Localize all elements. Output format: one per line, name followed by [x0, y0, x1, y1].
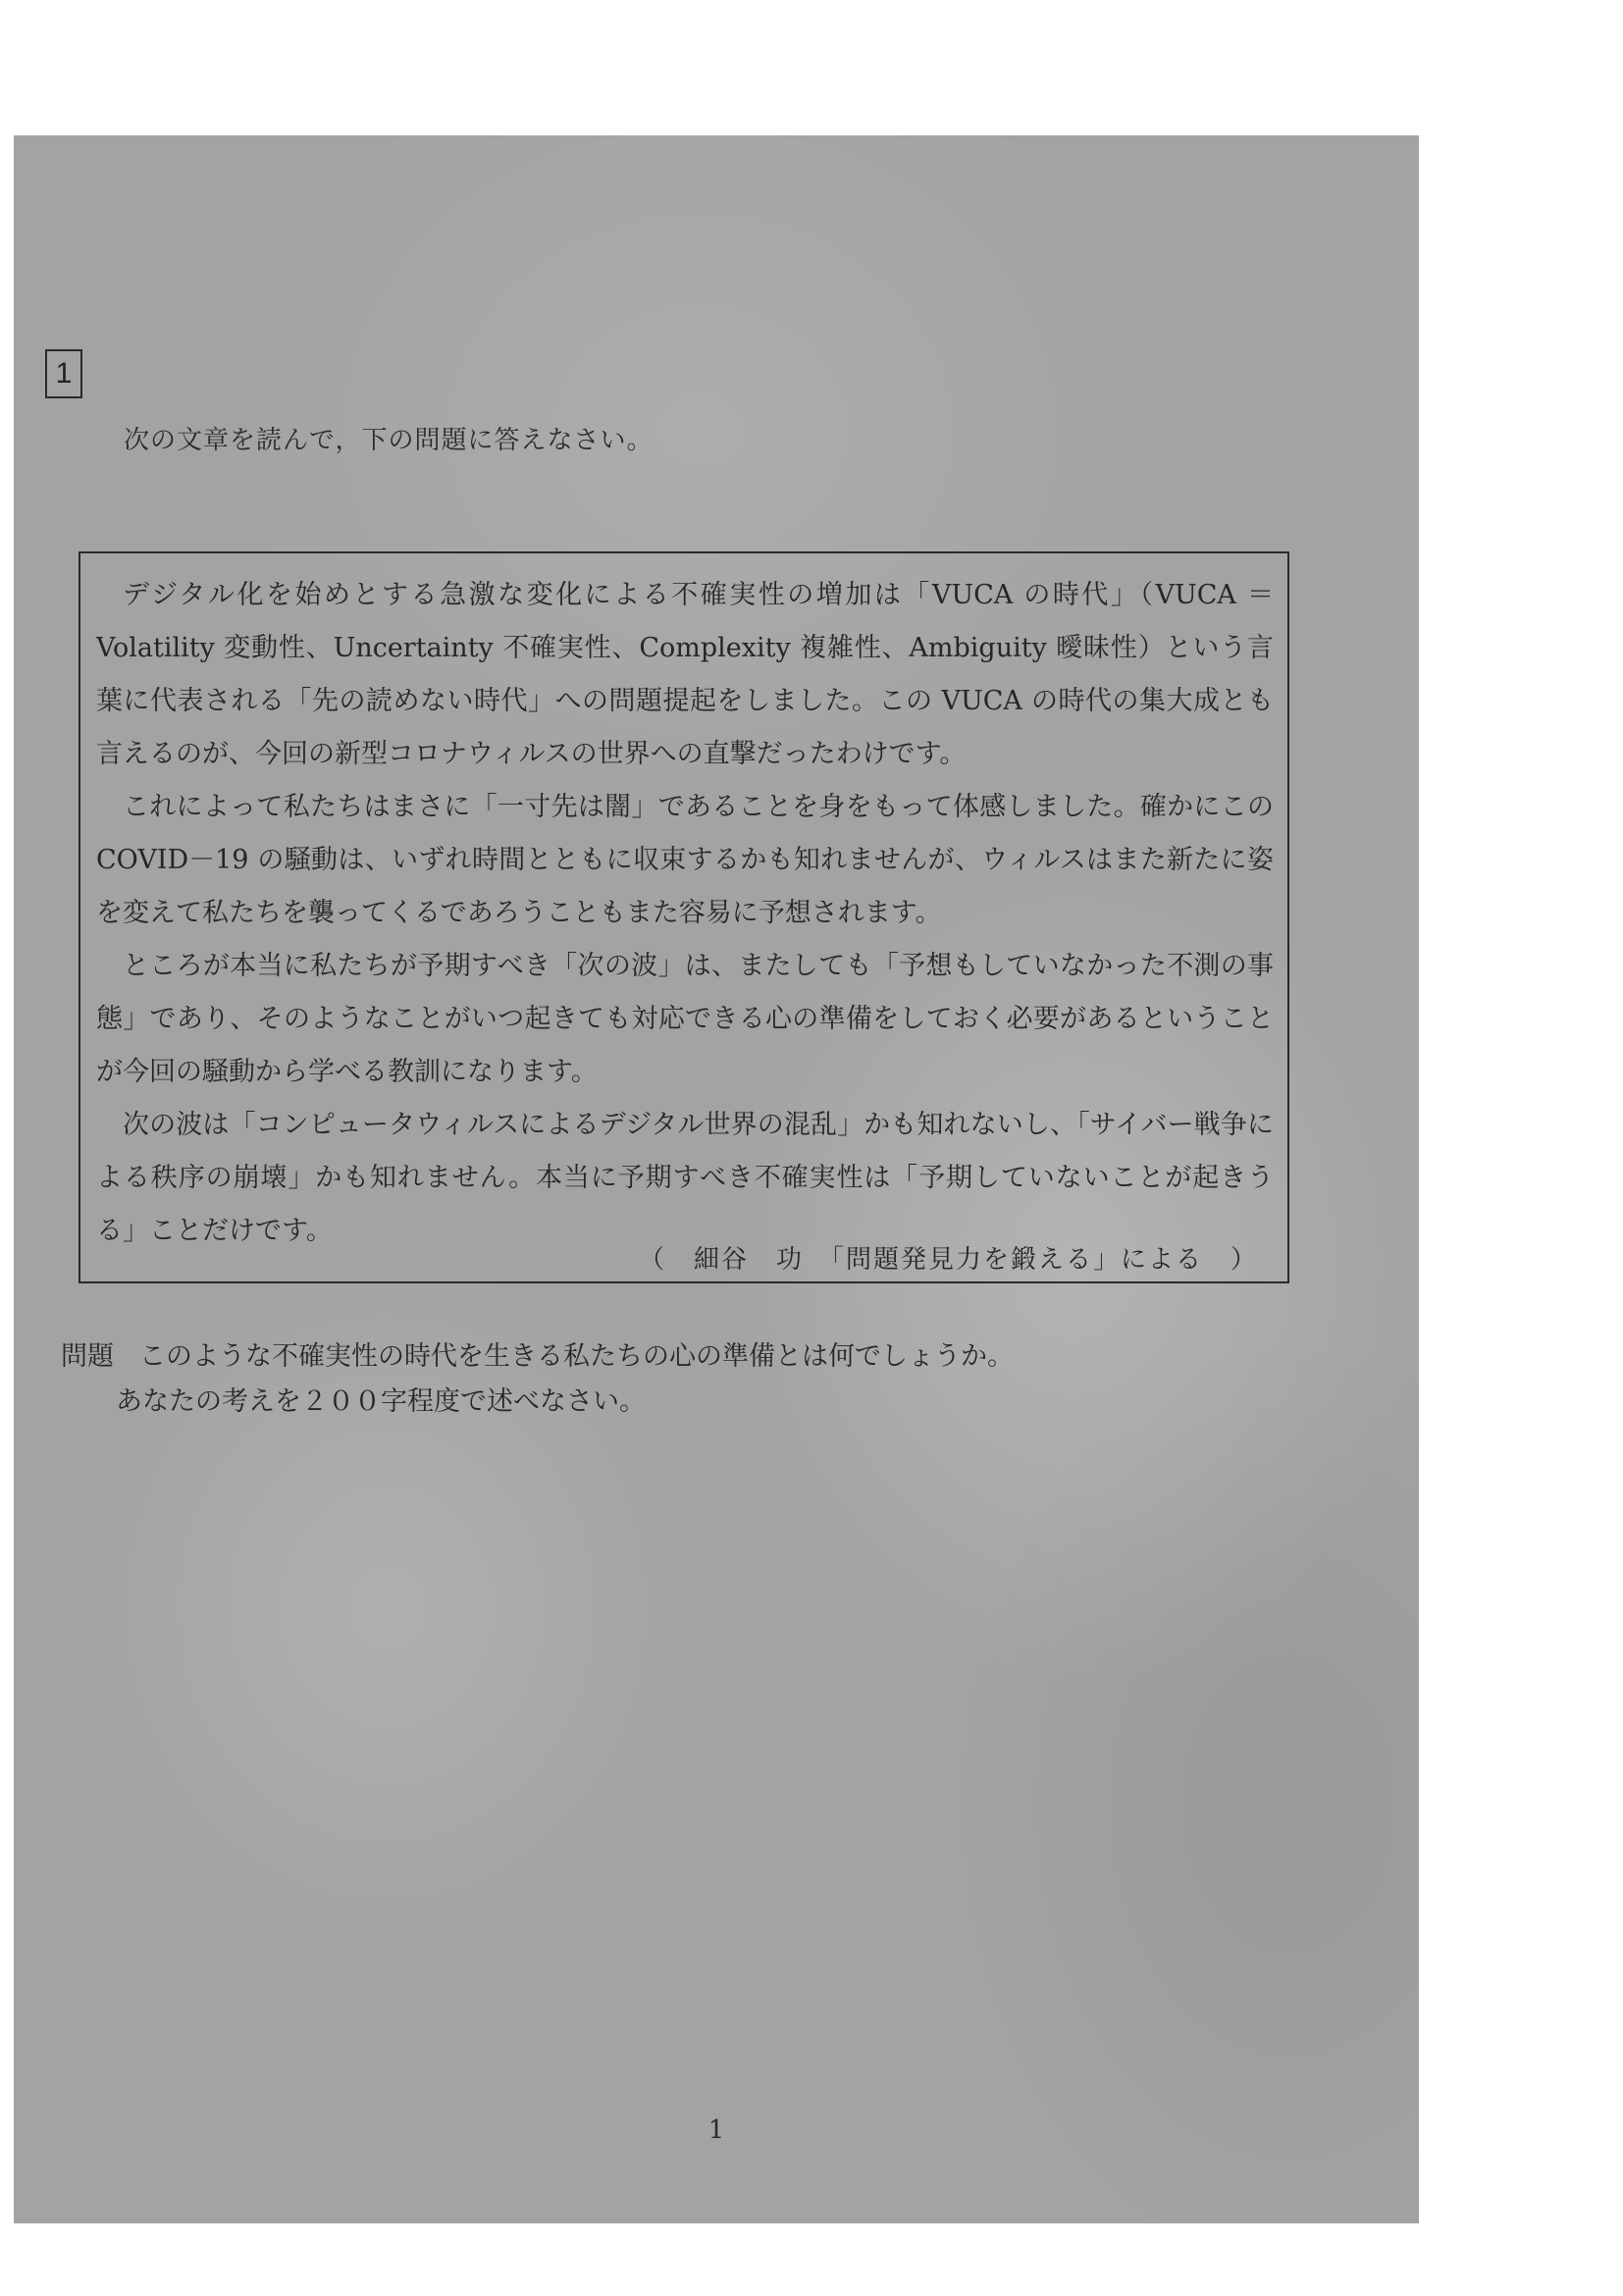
question-text: このような不確実性の時代を生きる私たちの心の準備とは何でしょうか。	[139, 1341, 1014, 1372]
instruction-text: 次の文章を読んで，下の問題に答えなさい。	[124, 426, 654, 455]
question-block	[61, 1334, 1336, 1425]
passage-paragraph-4: 次の波は「コンピュータウィルスによるデジタル世界の混乱」かも知れないし、「サイバー戦争による秩序の崩壊」かも知れません。本当に予期すべき不確実性は「予期していないことが起きうる」ことだけです。	[96, 1110, 1274, 1246]
page-number: 1	[707, 2115, 725, 2145]
scanned-sheet	[14, 135, 1419, 2223]
passage-paragraph-3: ところが本当に私たちが予期すべき「次の波」は、またしても「予想もしていなかった不測の事態」であり、そのようなことがいつ起きても対応できる心の準備をしておく必要があるということが今回の騒動から学べる教訓になります。	[96, 951, 1274, 1087]
question-number-box: 1	[45, 349, 82, 398]
question-line-2: あなたの考えを２００字程度で述べなさい。	[116, 1386, 646, 1417]
passage-citation: （ 細谷 功 「問題発見力を鍛える」による ）	[638, 1245, 1258, 1275]
passage-paragraph-1: デジタル化を始めとする急激な変化による不確実性の増加は「VUCA の時代」（VUCA ＝ Volatility 変動性、Uncertainty 不確実性、Complexity 複雑性、Ambiguity 曖昧性）という言葉に代表される「先の読めない時代」への問題提起をしました。この VUCA の時代の集大成とも言えるのが、今回の新型コロナウィルスの世界への直撃だったわけです。	[96, 580, 1274, 769]
question-line-1	[61, 1334, 1336, 1380]
question-label: 問題	[61, 1341, 114, 1372]
passage-text	[96, 569, 1274, 1258]
passage-paragraph-2: これによって私たちはまさに「一寸先は闇」であることを身をもって体感しました。確かにこの COVID－19 の騒動は、いずれ時間とともに収束するかも知れませんが、ウィルスはまた新たに姿を変えて私たちを襲ってくるであろうこともまた容易に予想されます。	[96, 792, 1274, 928]
passage-box	[79, 551, 1289, 1283]
